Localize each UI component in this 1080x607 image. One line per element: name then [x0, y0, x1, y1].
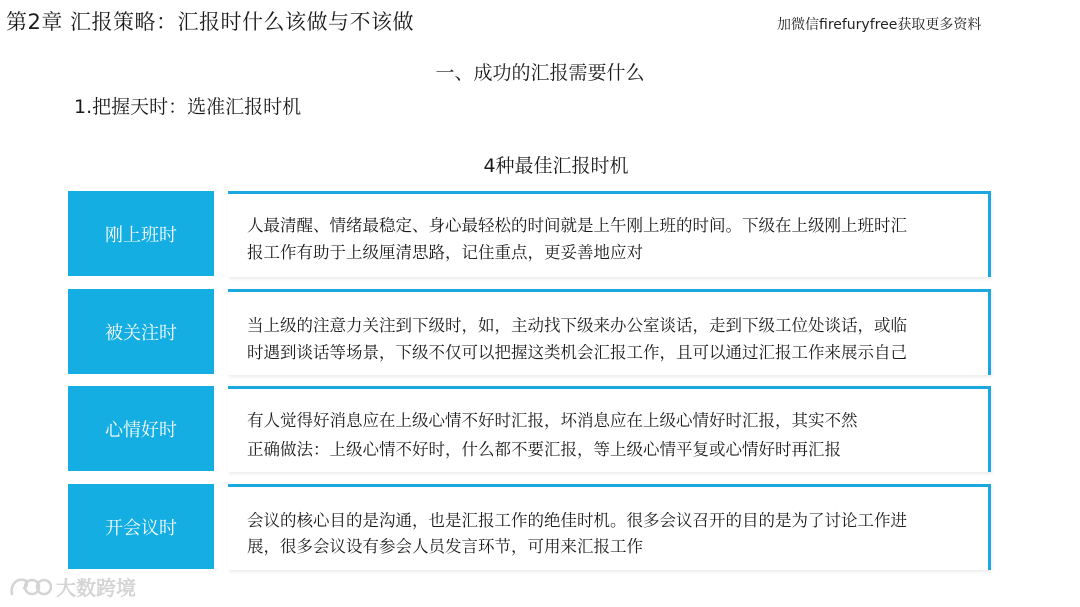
row-label: 刚上班时 — [68, 191, 214, 276]
description-line: 会议的核心目的是沟通，也是汇报工作的绝佳时机。很多会议召开的目的是为了讨论工作进 — [247, 511, 907, 530]
timing-row-1 — [68, 191, 990, 276]
description-line: 有人觉得好消息应在上级心情不好时汇报，坏消息应在上级心情好时汇报，其实不然 — [247, 411, 858, 430]
timing-row-2 — [68, 289, 990, 374]
description-line: 当上级的注意力关注到下级时，如，主动找下级来办公室谈话，走到下级工位处谈话，或临 — [247, 316, 907, 335]
section-title: 一、成功的汇报需要什么 — [435, 62, 645, 84]
row-description-card — [228, 289, 991, 375]
description-line: 人最清醒、情绪最稳定、身心最轻松的时间就是上午刚上班的时间。下级在上级刚上班时汇 — [247, 216, 907, 235]
timing-row-3 — [68, 386, 990, 471]
description-line: 展，很多会议设有参会人员发言环节，可用来汇报工作 — [247, 537, 643, 556]
description-line: 正确做法：上级心情不好时，什么都不要汇报，等上级心情平复或心情好时再汇报 — [247, 440, 841, 459]
row-label: 心情好时 — [68, 386, 214, 471]
row-description-card — [228, 386, 991, 472]
row-label: 开会议时 — [68, 484, 214, 569]
timing-row-4 — [68, 484, 990, 569]
description-line: 报工作有助于上级厘清思路，记住重点，更妥善地应对 — [247, 243, 643, 262]
page-title: 第2章 汇报策略：汇报时什么该做与不该做 — [6, 10, 415, 34]
brand-logo-icon — [8, 574, 52, 600]
table-caption: 4种最佳汇报时机 — [483, 155, 629, 177]
row-description-card — [228, 484, 991, 570]
row-description-card — [228, 191, 991, 277]
row-label: 被关注时 — [68, 289, 214, 374]
description-line: 时遇到谈话等场景，下级不仅可以把握这类机会汇报工作，且可以通过汇报工作来展示自己 — [247, 343, 907, 362]
brand-watermark — [8, 572, 136, 601]
wechat-note: 加微信firefuryfree获取更多资料 — [777, 17, 982, 33]
subsection-title: 1.把握天时：选准汇报时机 — [74, 96, 302, 118]
watermark-text: 大数跨境 — [56, 576, 136, 600]
